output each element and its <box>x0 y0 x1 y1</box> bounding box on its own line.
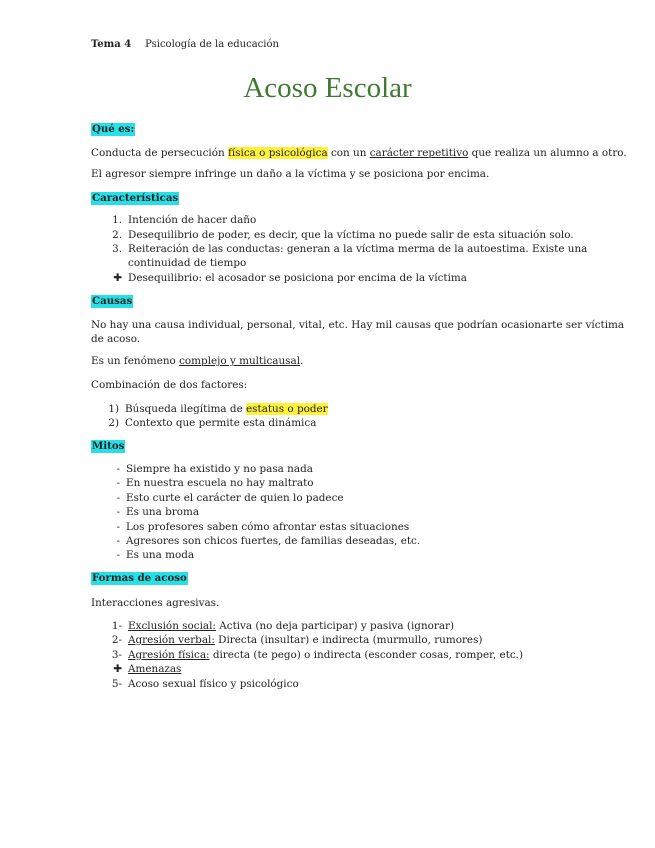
list-item: - Esto curte el carácter de quien lo padece <box>116 492 344 504</box>
list-item: 1. Intención de hacer daño <box>112 214 257 226</box>
heading-causas: Causas <box>92 295 133 307</box>
heading-que-es: Qué es: <box>92 123 135 135</box>
que-es-paragraph-1: Conducta de persecución física o psicológica con un carácter repetitivo que realiza un alumno a otro. <box>91 147 627 159</box>
causas-paragraph-3: Combinación de dos factores: <box>91 379 248 391</box>
que-es-paragraph-2: El agresor siempre infringe un daño a la víctima y se posiciona por encima. <box>91 168 490 180</box>
highlight-estatus: estatus o poder <box>246 403 328 415</box>
list-item-continuation: continuidad de tiempo <box>128 257 247 269</box>
list-item: 2- Agresión verbal: Directa (insultar) e indirecta (murmullo, rumores) <box>111 634 483 646</box>
list-item: 3. Reiteración de las conductas: generan a la víctima merma de la autoestima. Existe una <box>112 243 588 255</box>
causas-paragraph-1-line-2: de acoso. <box>91 333 141 345</box>
underline-complejo: complejo y multicausal <box>179 355 301 367</box>
header-subject: Psicología de la educación <box>145 39 279 50</box>
heading-formas-de-acoso: Formas de acoso <box>92 572 187 584</box>
list-item: - Los profesores saben cómo afrontar estas situaciones <box>116 521 410 533</box>
causas-paragraph-1-line-1: No hay una causa individual, personal, vital, etc. Hay mil causas que podrían ocasionarte ser víctima <box>91 319 625 331</box>
list-item: 3- Agresión física: directa (te pego) o indirecta (esconder cosas, romper, etc.) <box>111 649 524 661</box>
list-item: 2) Contexto que permite esta dinámica <box>108 417 317 429</box>
list-item: 1- Exclusión social: Activa (no deja participar) y pasiva (ignorar) <box>111 620 455 632</box>
list-item: - Agresores son chicos fuertes, de familias deseadas, etc. <box>116 535 421 547</box>
list-item: - Siempre ha existido y no pasa nada <box>116 463 313 475</box>
list-item: ✚ Amenazas <box>91 662 181 676</box>
page-header <box>91 39 279 50</box>
highlight-fisica: física o psicológica <box>228 147 328 159</box>
list-item: 2. Desequilibrio de poder, es decir, que la víctima no puede salir de esta situación solo. <box>112 229 574 241</box>
list-item: - Es una moda <box>116 549 195 561</box>
cross-bullet-icon: ✚ <box>113 663 122 675</box>
causas-paragraph-2: Es un fenómeno complejo y multicausal. <box>91 355 304 367</box>
list-item: 5- Acoso sexual físico y psicológico <box>111 678 299 690</box>
heading-mitos: Mitos <box>92 440 125 452</box>
heading-caracteristicas: Características <box>92 192 179 204</box>
formas-intro: Interacciones agresivas. <box>91 597 220 609</box>
list-item: ✚ Desequilibrio: el acosador se posiciona por encima de la víctima <box>91 271 467 285</box>
cross-bullet-icon: ✚ <box>113 272 122 284</box>
list-item: - Es una broma <box>116 506 200 518</box>
underline-caracter: carácter repetitivo <box>369 147 469 159</box>
list-item: - En nuestra escuela no hay maltrato <box>116 477 314 489</box>
document-title: Acoso Escolar <box>243 72 412 104</box>
header-tema: Tema 4 <box>91 39 132 50</box>
list-item: 1) Búsqueda ilegítima de estatus o poder <box>108 403 328 415</box>
